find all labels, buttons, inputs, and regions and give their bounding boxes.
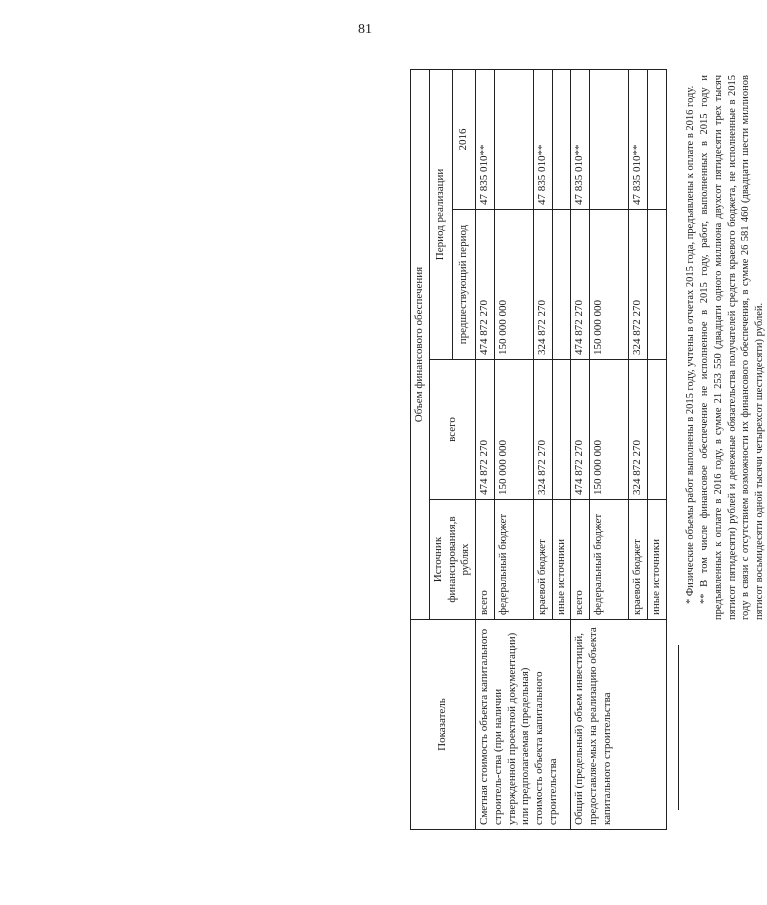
year-cell <box>590 69 629 209</box>
source-cell: федеральный бюджет <box>494 500 533 620</box>
year-cell: 47 835 010** <box>629 69 648 209</box>
rotated-sheet <box>410 70 766 830</box>
footnote-divider <box>678 645 679 810</box>
indicator-cell: Общий (предельный) объем инвестиций, предоставляе-мых на реализацию объекта капитального строительства <box>571 620 666 830</box>
previous-cell <box>552 210 571 360</box>
total-cell: 474 872 270 <box>476 360 495 500</box>
previous-cell: 324 872 270 <box>533 210 552 360</box>
total-cell: 324 872 270 <box>629 360 648 500</box>
total-cell: 474 872 270 <box>571 360 590 500</box>
table-row <box>476 69 495 829</box>
table-row <box>571 69 590 829</box>
previous-cell: 324 872 270 <box>629 210 648 360</box>
financing-table <box>410 69 667 830</box>
source-cell: всего <box>571 500 590 620</box>
previous-cell: 474 872 270 <box>571 210 590 360</box>
header-source: Источник финансирования,в рублях <box>429 500 475 620</box>
header-indicator: Показатель <box>411 620 476 830</box>
year-cell <box>552 69 571 209</box>
total-cell: 324 872 270 <box>533 360 552 500</box>
source-cell: всего <box>476 500 495 620</box>
page-number: 81 <box>358 22 372 37</box>
previous-cell: 150 000 000 <box>494 210 533 360</box>
source-cell: иные источники <box>552 500 571 620</box>
footnote-1: * Физические объемы работ выполнены в 2015 году, учтены в отчетах 2015 года, предъявлены к оплате в 2016 году. <box>685 85 696 604</box>
year-cell: 47 835 010** <box>533 69 552 209</box>
total-cell: 150 000 000 <box>590 360 629 500</box>
total-cell <box>647 360 666 500</box>
footnote-2: ** В том числе финансовое обеспечение не исполненное в 2015 году, работ, выполненных в 2015 году и предъявленных к оплате в 2016 году, в сумме 21 253 550 (двадцати одного миллиона двухсот пятидесяти трех тысяч пятисот пятидесяти) рублей и денежные обязательства получателей средств краевого бюджета, не исполненные в 2015 году в связи с отсутствием возможности их финансового обеспечения, в сумме 26 581 460 (двадцати шести миллионов пятисот восьмидесяти одной тысячи четырехсот шестидесяти) рублей. <box>698 75 766 620</box>
header-financing: Объем финансового обеспечения <box>411 69 430 619</box>
year-cell <box>494 69 533 209</box>
source-cell: иные источники <box>647 500 666 620</box>
year-cell <box>647 69 666 209</box>
footnotes <box>684 75 767 620</box>
previous-cell: 150 000 000 <box>590 210 629 360</box>
total-cell <box>552 360 571 500</box>
year-cell: 47 835 010** <box>571 69 590 209</box>
source-cell: краевой бюджет <box>629 500 648 620</box>
year-cell: 47 835 010** <box>476 69 495 209</box>
previous-cell <box>647 210 666 360</box>
header-period: Период реализации <box>429 69 452 359</box>
source-cell: краевой бюджет <box>533 500 552 620</box>
indicator-cell: Сметная стоимость объекта капитального строитель-ства (при наличии утвержденной проектной документации) или предполагаемая (предельная) стоимость объекта капитального строительства <box>476 620 571 830</box>
previous-cell: 474 872 270 <box>476 210 495 360</box>
total-cell: 150 000 000 <box>494 360 533 500</box>
source-cell: федеральный бюджет <box>590 500 629 620</box>
header-total: всего <box>429 360 475 500</box>
header-previous: предшествующий период <box>452 210 475 360</box>
header-year: 2016 <box>452 69 475 209</box>
